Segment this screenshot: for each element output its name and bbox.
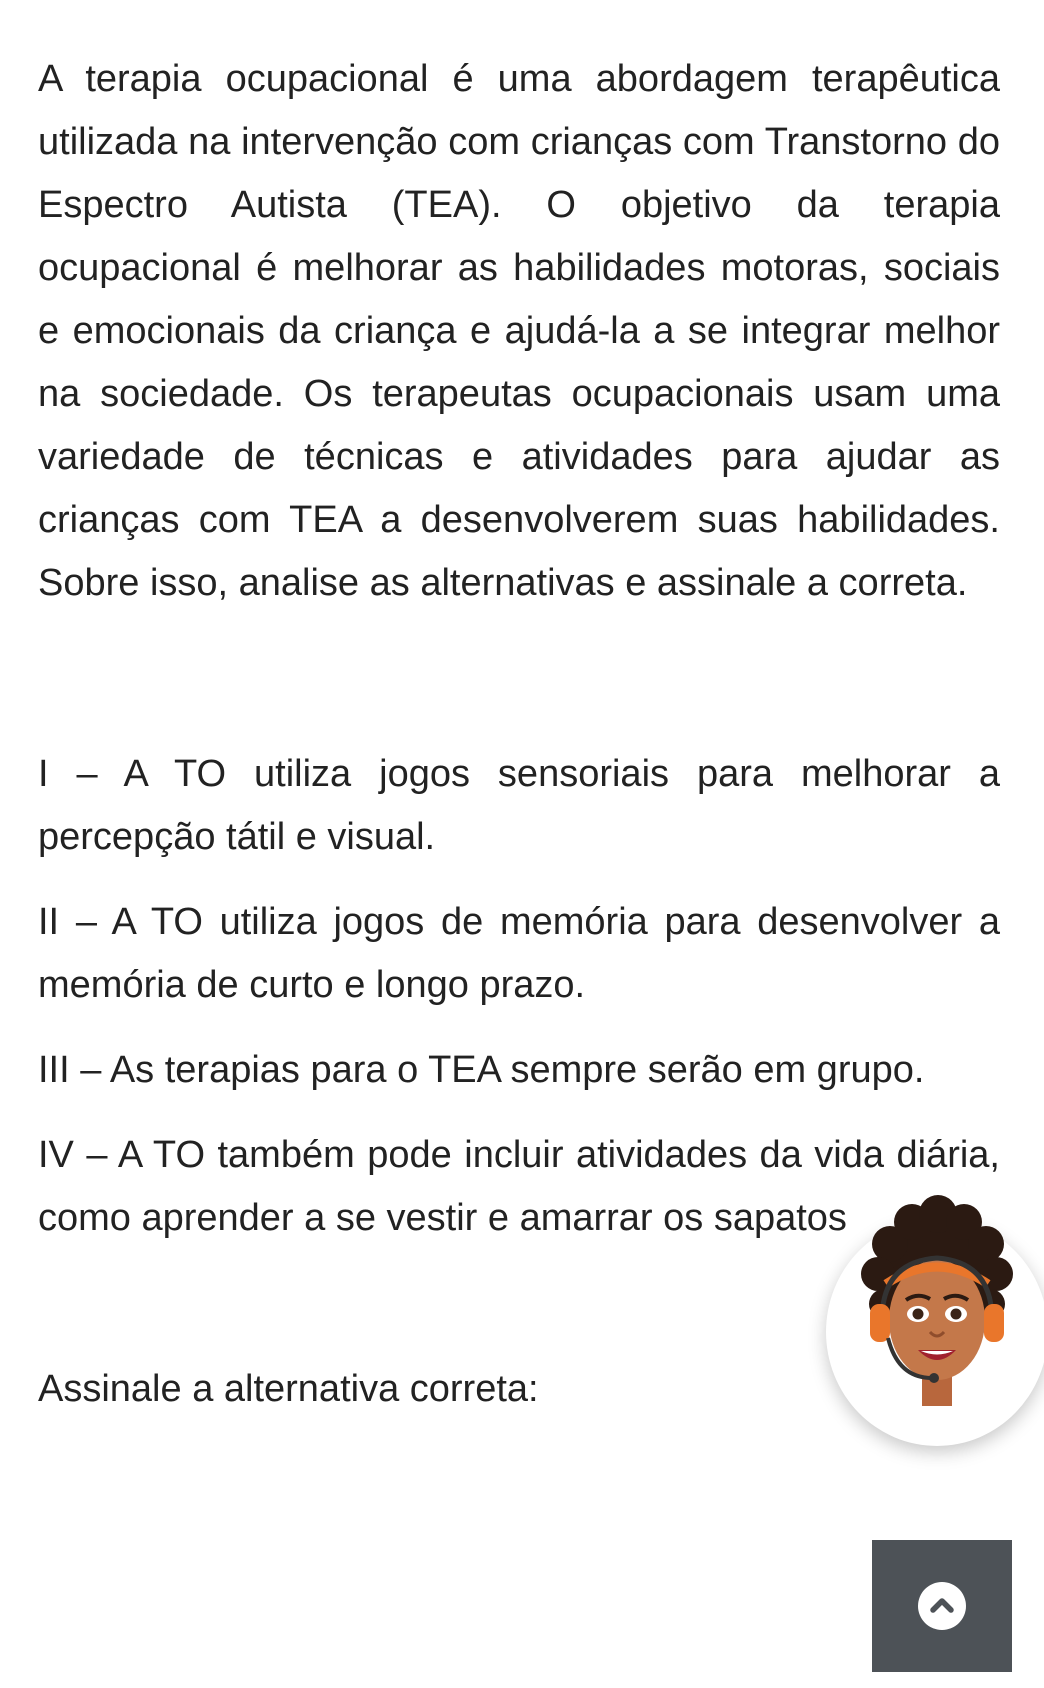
support-agent-avatar-icon (826, 1192, 1044, 1452)
spacer (38, 615, 1000, 743)
statement-iv: IV – A TO também pode incluir atividades da vida diária, como aprender a se vestir e amarrar os sapatos (38, 1134, 1000, 1239)
question-prompt: Assinale a alternativa correta: (38, 1368, 539, 1410)
statement-ii: II – A TO utiliza jogos de memória para desenvolver a memória de curto e longo prazo. (38, 901, 1000, 1006)
statement-iii: III – As terapias para o TEA sempre serão em grupo. (38, 1049, 925, 1091)
chevron-up-icon (918, 1582, 966, 1630)
support-chat-button[interactable] (826, 1218, 1044, 1446)
scroll-to-top-button[interactable] (872, 1540, 1012, 1672)
statement-i: I – A TO utiliza jogos sensoriais para melhorar a percepção tátil e visual. (38, 753, 1000, 858)
question-intro: A terapia ocupacional é uma abordagem terapêutica utilizada na intervenção com crianças com Transtorno do Espectro Autista (TEA). O objetivo da terapia ocupacional é melhorar as habilidades motoras, sociais e emocionais da criança e ajudá-la a se integrar melhor na sociedade. Os terapeutas ocupacionais usam uma variedade de técnicas e atividades para ajudar as crianças com TEA a desenvolverem suas habilidades. Sobre isso, analise as alternativas e assinale a correta. (38, 58, 1000, 604)
